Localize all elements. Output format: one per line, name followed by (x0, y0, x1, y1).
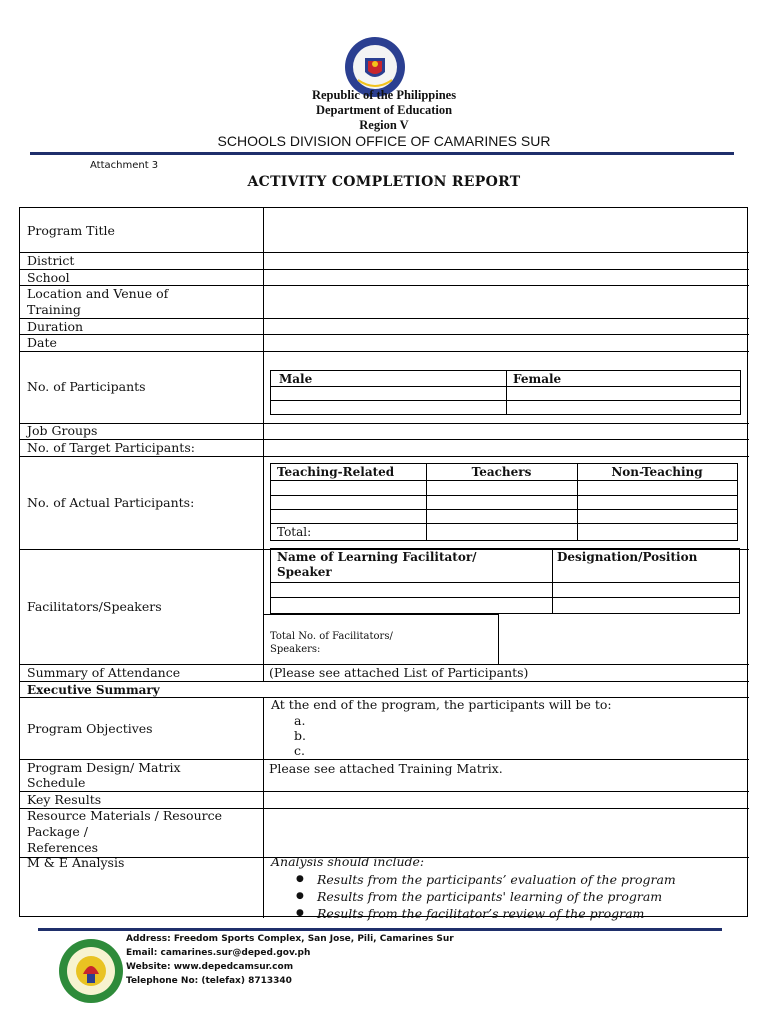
footer-telephone: Telephone No: (telefax) 8713340 (126, 976, 292, 986)
label-participants: No. of Participants (27, 379, 146, 394)
label-location: Location and Venue of (27, 286, 169, 301)
me-item: ● Results from the facilitator’s review of the program (271, 905, 676, 922)
footer-website: Website: www.depedcamsur.com (126, 962, 294, 972)
column-divider (263, 208, 264, 681)
attachment-label: Attachment 3 (90, 160, 159, 171)
label-me-analysis: M & E Analysis (27, 855, 125, 870)
label-executive-summary: Executive Summary (27, 683, 160, 697)
me-list (271, 871, 676, 922)
actual-participants-table (270, 463, 738, 541)
footer-contact (126, 932, 454, 988)
label-summary-attendance: Summary of Attendance (27, 665, 181, 680)
facilitator-total-label-2: Speakers: (270, 644, 321, 655)
gender-table (270, 370, 741, 415)
facilitator-total-label: Total No. of Facilitators/ (270, 631, 393, 642)
label-resource: Resource Materials / Resource (27, 808, 222, 823)
label-school: School (27, 270, 70, 285)
header-division: SCHOOLS DIVISION OFFICE OF CAMARINES SUR (217, 133, 551, 149)
division-office-logo-icon (58, 938, 124, 1004)
label-program-design-2: Schedule (27, 775, 86, 790)
label-resource-2: Package / (27, 824, 88, 839)
label-district: District (27, 253, 75, 268)
header-divider (30, 152, 734, 155)
label-program-design: Program Design/ Matrix (27, 760, 181, 775)
header-republic: Republic of the Philippines (311, 88, 457, 102)
objective-b: b. (294, 728, 306, 743)
label-program-title: Program Title (27, 223, 115, 238)
objectives-intro: At the end of the program, the participants will be to: (271, 697, 612, 712)
me-item: ● Results from the participants’ evaluation of the program (271, 871, 676, 888)
facilitator-name-header-2: Speaker (277, 565, 332, 579)
facilitator-designation-header: Designation/Position (557, 550, 698, 564)
label-resource-3: References (27, 840, 99, 855)
actual-col-teachers: Teachers (471, 465, 532, 479)
report-title: ACTIVITY COMPLETION REPORT (247, 174, 521, 190)
facilitator-name-header: Name of Learning Facilitator/ (277, 550, 477, 564)
label-program-objectives: Program Objectives (27, 721, 153, 736)
footer-address: Address: Freedom Sports Complex, San Jose, Pili, Camarines Sur (126, 934, 454, 944)
label-job-groups: Job Groups (27, 423, 98, 438)
value-summary-attendance: (Please see attached List of Participants) (269, 665, 529, 680)
label-actual-participants: No. of Actual Participants: (27, 495, 195, 510)
footer-divider (38, 928, 722, 931)
facilitator-total-cell (263, 614, 499, 664)
gender-male-header: Male (279, 372, 313, 386)
header-department: Department of Education (315, 103, 453, 117)
label-location-2: Training (27, 302, 81, 317)
facilitators-table (270, 548, 740, 614)
label-date: Date (27, 335, 57, 350)
actual-total-label: Total: (277, 525, 312, 539)
label-key-results: Key Results (27, 792, 102, 807)
label-duration: Duration (27, 319, 84, 334)
objective-c: c. (294, 743, 305, 758)
footer-email: Email: camarines.sur@deped.gov.ph (126, 948, 311, 958)
header-region: Region V (359, 118, 409, 132)
actual-col-teaching-related: Teaching-Related (277, 465, 395, 479)
actual-col-non-teaching: Non-Teaching (611, 465, 703, 479)
label-facilitators: Facilitators/Speakers (27, 599, 162, 614)
value-program-design: Please see attached Training Matrix. (269, 761, 503, 776)
me-intro: Analysis should include: (271, 854, 425, 869)
me-item: ● Results from the participants' learning of the program (271, 888, 676, 905)
label-target-participants: No. of Target Participants: (27, 440, 195, 455)
objective-a: a. (294, 713, 306, 728)
gender-female-header: Female (513, 372, 562, 386)
